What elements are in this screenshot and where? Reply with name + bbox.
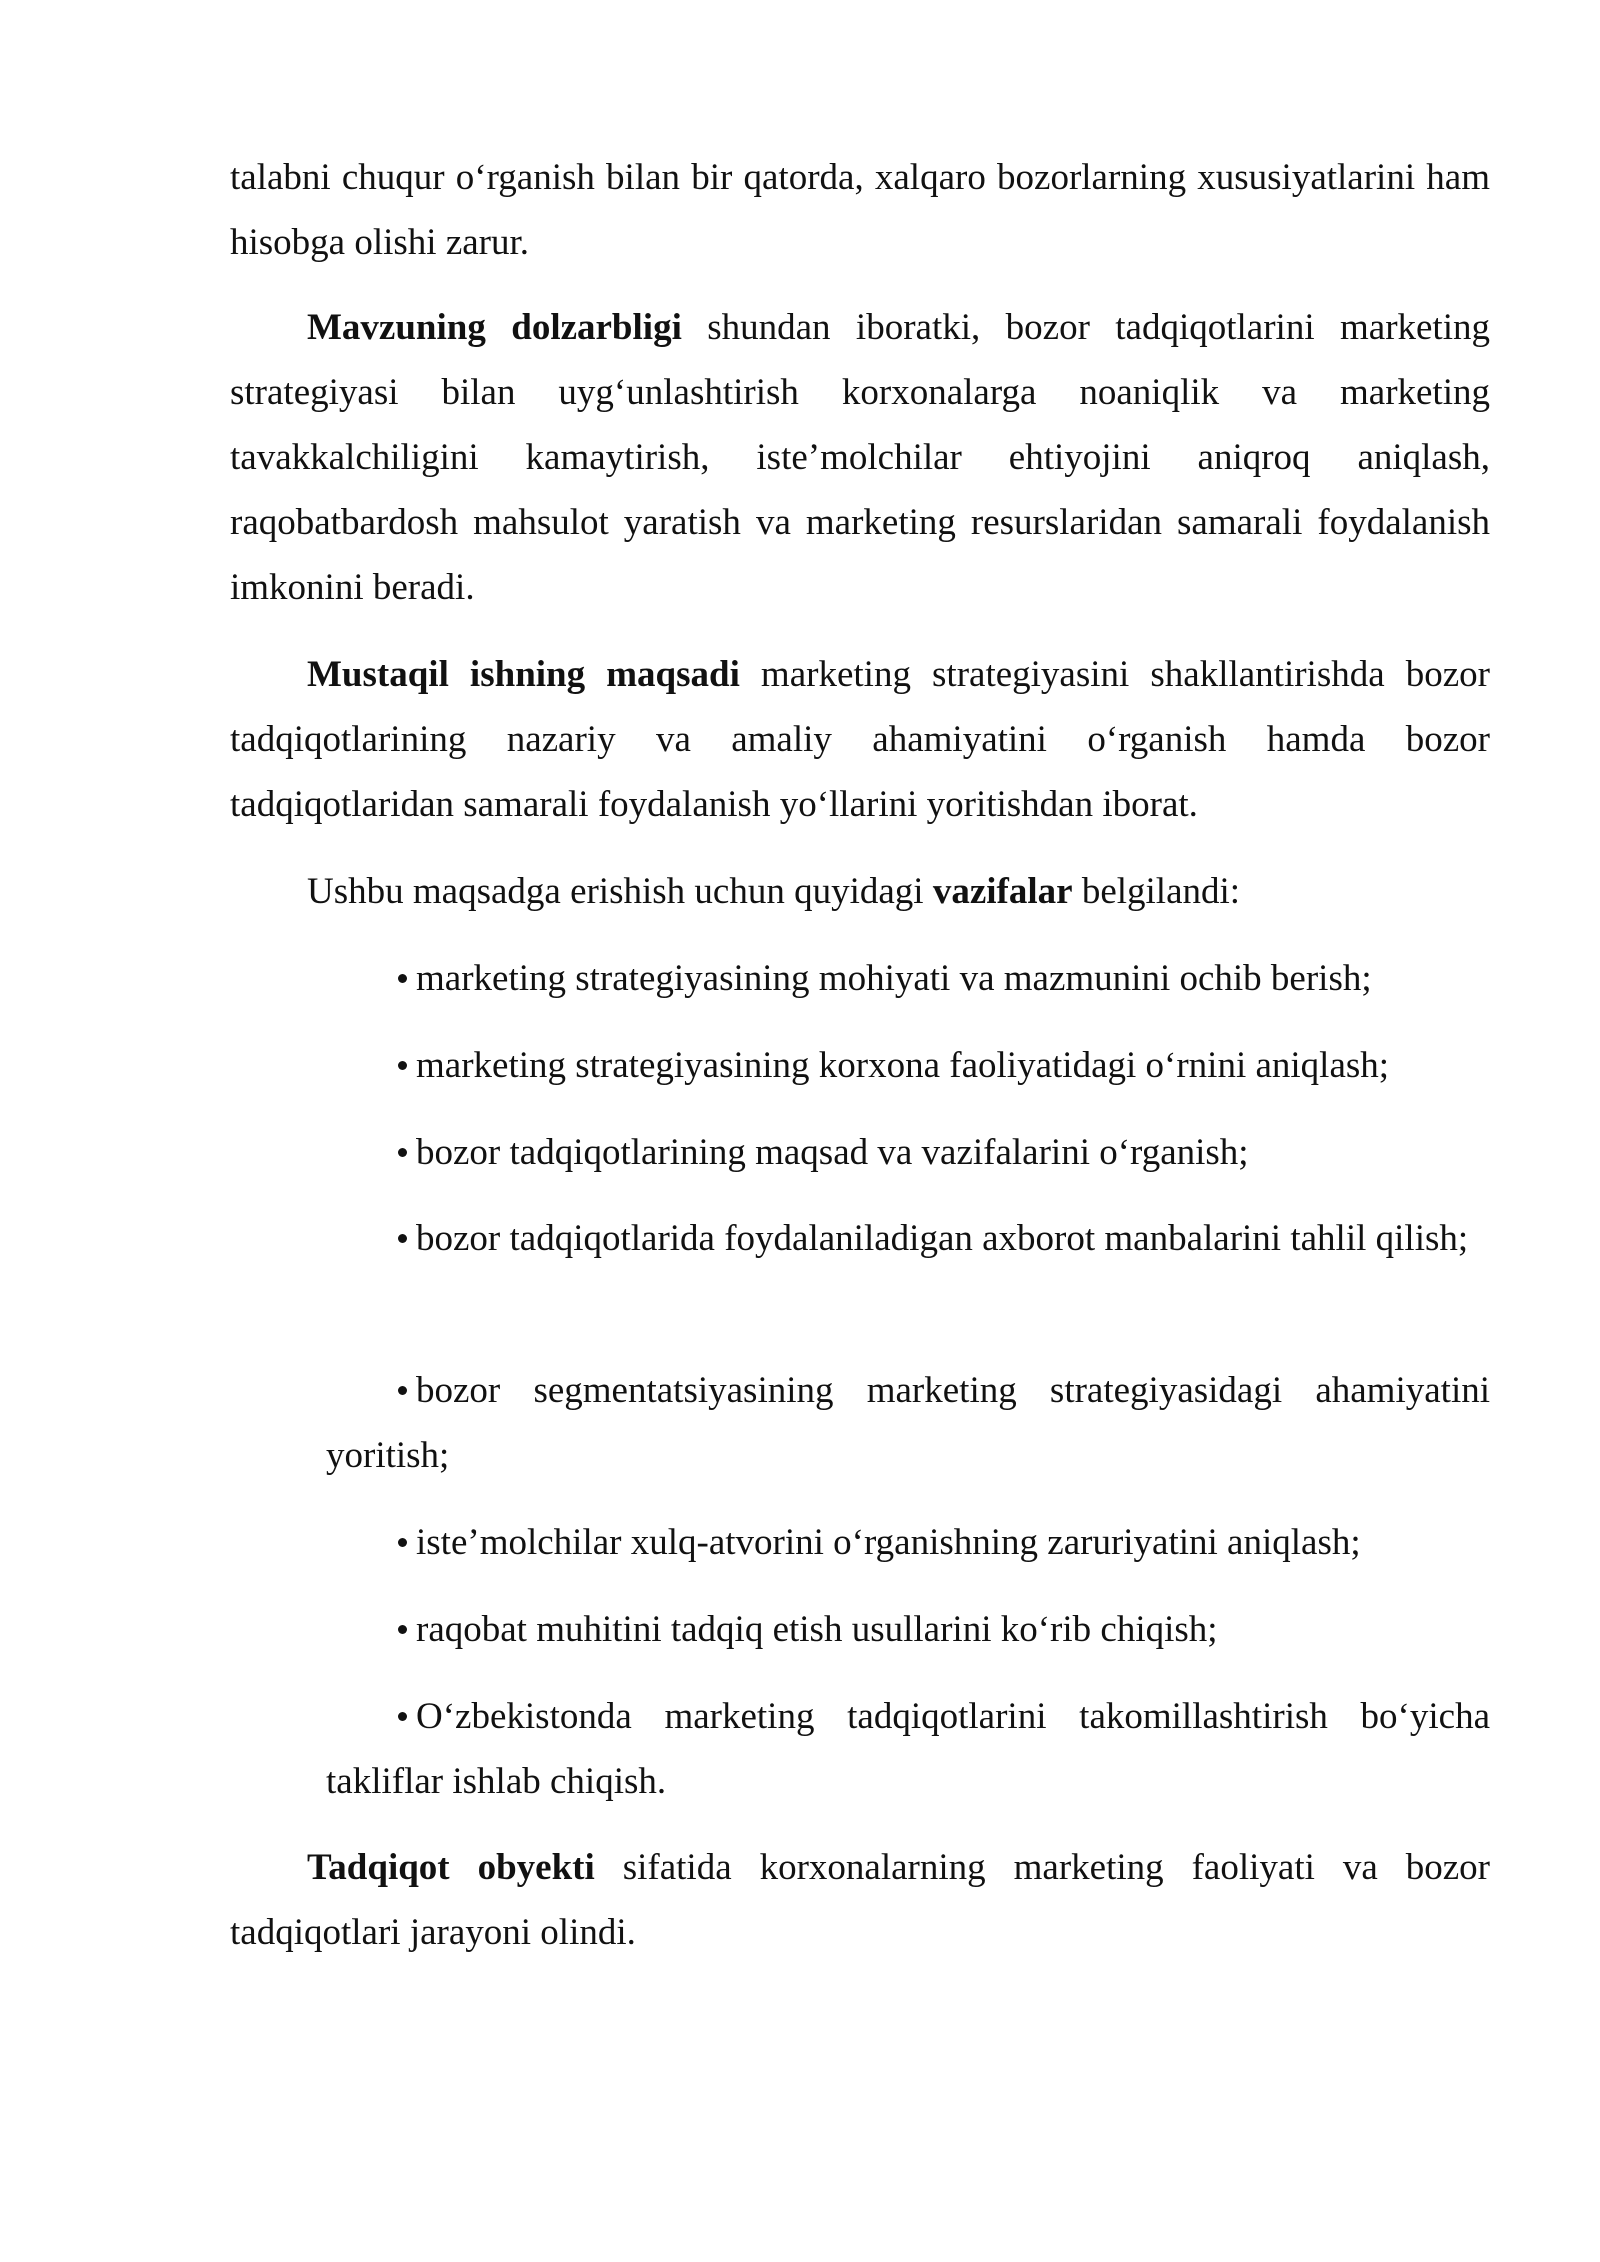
list-item [326, 1033, 1490, 1098]
list-item-text: raqobat muhitini tadqiq etish usullarini ko‘rib chiqish; [416, 1609, 1218, 1650]
paragraph-heading-bold: vazifalar [932, 871, 1073, 912]
bullet-icon [398, 1206, 416, 1271]
list-item [326, 1510, 1490, 1575]
paragraph-heading-bold: Mavzuning dolzarbligi [307, 307, 682, 348]
list-item [326, 1206, 1490, 1271]
list-item-text: marketing strategiyasining korxona faoliyatidagi o‘rnini aniqlash; [416, 1045, 1390, 1086]
list-item-text: marketing strategiyasining mohiyati va mazmunini ochib berish; [416, 958, 1372, 999]
list-item [326, 1358, 1490, 1488]
list-item [326, 1684, 1490, 1814]
paragraph-text: sifatida korxonalarning marketing faoliyati va bozor tadqiqotlari jarayoni olindi. [230, 1847, 1490, 1953]
list-item [326, 1120, 1490, 1185]
paragraph-text: Ushbu maqsadga erishish uchun quyidagi [307, 871, 933, 912]
paragraph-text: shundan iboratki, bozor tadqiqotlarini marketing strategiyasi bilan uyg‘unlashtirish korxonalarga noaniqlik va marketing tavakkalchiligini kamaytirish, iste’molchilar ehtiyojini aniqroq aniqlash, raqobatbardosh mahsulot yaratish va marketing resurslaridan samarali foydalanish imkonini beradi. [230, 307, 1490, 608]
bullet-icon [398, 1120, 416, 1185]
paragraph-relevance [230, 295, 1490, 620]
paragraph-tasks-intro [230, 859, 1490, 924]
paragraph-heading-bold: Mustaqil ishning maqsadi [307, 654, 740, 695]
bullet-icon [398, 946, 416, 1011]
paragraph-text: marketing strategiyasini shakllantirishda bozor tadqiqotlarining nazariy va amaliy ahamiyatini o‘rganish hamda bozor tadqiqotlaridan samarali foydalanish yo‘llarini yoritishdan iborat. [230, 654, 1490, 825]
list-item-text: iste’molchilar xulq-atvorini o‘rganishning zaruriyatini aniqlash; [416, 1522, 1361, 1563]
paragraph-text: belgilandi: [1072, 871, 1241, 912]
paragraph-intro-continuation [230, 145, 1490, 275]
list-item [326, 1597, 1490, 1662]
bullet-icon [398, 1684, 416, 1749]
paragraph-research-object [230, 1835, 1490, 1965]
bullet-icon [398, 1033, 416, 1098]
bullet-icon [398, 1510, 416, 1575]
bullet-icon [398, 1358, 416, 1423]
paragraph-goal [230, 642, 1490, 837]
list-item-text: O‘zbekistonda marketing tadqiqotlarini takomillashtirish bo‘yicha takliflar ishlab chiqish. [326, 1696, 1490, 1802]
list-item [326, 946, 1490, 1011]
paragraph-heading-bold: Tadqiqot obyekti [307, 1847, 595, 1888]
list-item-text: bozor tadqiqotlarida foydalaniladigan axborot manbalarini tahlil qilish; [416, 1218, 1469, 1259]
bullet-icon [398, 1597, 416, 1662]
list-item-text: bozor segmentatsiyasining marketing strategiyasidagi ahamiyatini yoritish; [326, 1370, 1490, 1476]
list-item-text: bozor tadqiqotlarining maqsad va vazifalarini o‘rganish; [416, 1132, 1249, 1173]
paragraph-text: talabni chuqur o‘rganish bilan bir qatorda, xalqaro bozorlarning xususiyatlarini ham hisobga olishi zarur. [230, 157, 1490, 263]
